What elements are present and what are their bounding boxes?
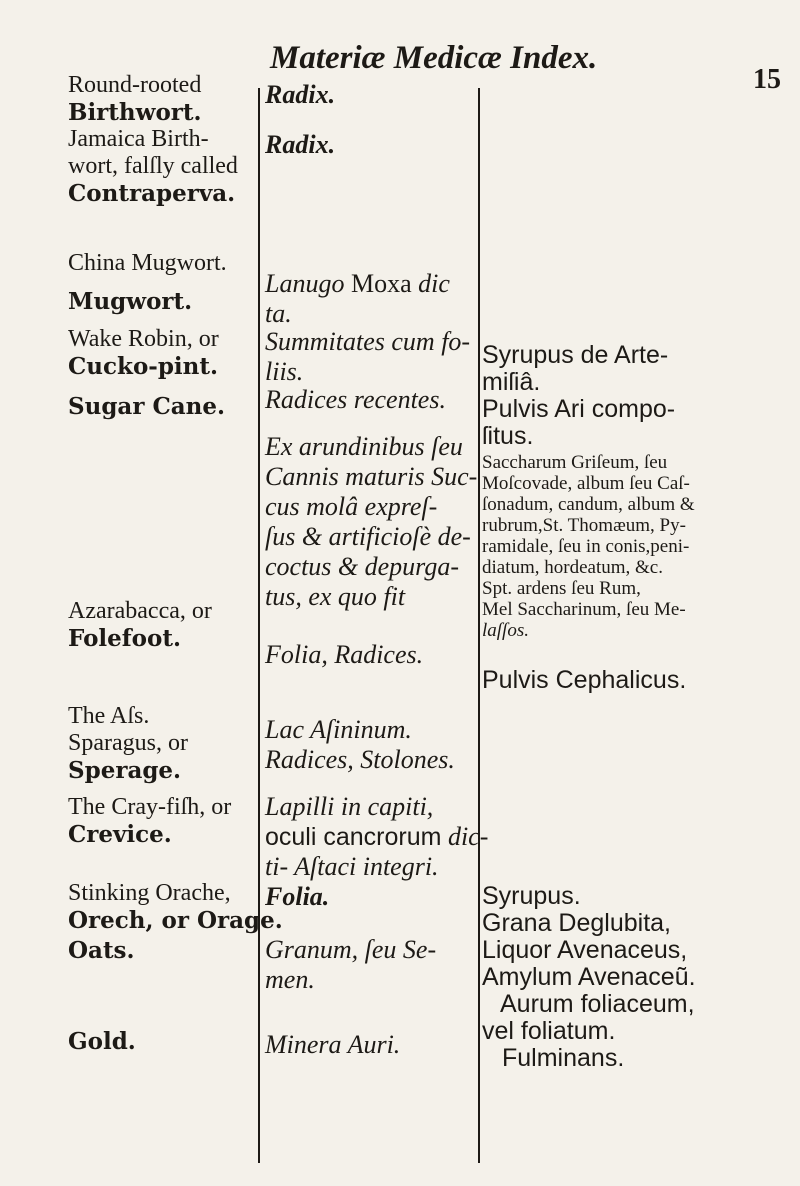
moxa-word: Moxa [344,269,419,298]
part-lanugo-cont: ta. [265,299,292,328]
part-radices-recentes: Radices recentes. [265,385,446,414]
prep-saccharum-9: laſſos. [482,620,529,641]
part-summitates-cont: liis. [265,357,304,386]
entry-crevice: Crevice. [68,821,172,848]
page-title: Materiæ Medicæ Index. [270,40,598,76]
entry-wake-robin: Wake Robin, or [68,326,219,352]
prep-pulvis-cephalicus: Pulvis Cephalicus. [482,666,687,694]
part-cannis: Cannis maturis Suc- [265,462,478,491]
part-lapilli: Lapilli in capiti, [265,792,434,821]
prep-artemisia-cont: miſiâ. [482,368,541,396]
part-folia: Folia. [265,882,330,911]
part-coctus: coctus & depurga- [265,552,459,581]
entry-the-ass: The Aſs. [68,703,150,729]
part-cus-mola: cus molâ expreſ- [265,492,438,521]
part-astaci: ti- Aſtaci integri. [265,852,439,881]
entry-sugar-cane: Sugar Cane. [68,393,226,420]
part-folia-radices: Folia, Radices. [265,640,424,669]
prep-fulminans: Fulminans. [502,1044,625,1072]
page-number: 15 [753,64,781,95]
prep-saccharum-2: Moſcovade, album ſeu Caſ- [482,473,690,494]
oculi-cancrorum: oculi cancrorum [265,823,442,851]
prep-syrupus: Syrupus. [482,882,581,910]
prep-liquor-avenaceus: Liquor Avenaceus, [482,936,688,964]
prep-saccharum-6: diatum, hordeatum, &c. [482,557,663,578]
entry-sparagus: Sparagus, or [68,730,188,756]
entry-oats: Oats. [68,937,135,964]
column-rule-right [478,88,480,1163]
dic-word: dic [418,269,450,298]
entry-cray-fish: The Cray-fiſh, or [68,794,232,820]
entry-gold: Gold. [68,1028,136,1055]
entry-round-rooted: Round-rooted [68,72,202,98]
prep-grana-deglubita: Grana Deglubita, [482,909,672,937]
part-minera-auri: Minera Auri. [265,1030,401,1059]
entry-birthwort: Birthwort. [68,99,202,126]
part-radix-1: Radix. [265,80,336,109]
prep-aurum-foliaceum: Aurum foliaceum, [500,990,695,1018]
column-rule-left [258,88,260,1163]
lanugo-word: Lanugo [265,269,345,298]
prep-saccharum-8: Mel Saccharinum, ſeu Me- [482,599,686,620]
part-radix-2: Radix. [265,130,336,159]
prep-vel-foliatum: vel foliatum. [482,1017,616,1045]
entry-jamaica: Jamaica Birth- [68,126,209,152]
entry-folefoot: Folefoot. [68,625,181,652]
entry-orech: Orech, or Orage. [68,907,283,934]
part-lanugo [265,269,450,299]
entry-wort: wort, falſly called [68,153,238,179]
part-granum: Granum, ſeu Se- [265,935,437,964]
prep-syrupus-artemisia: Syrupus de Arte- [482,341,669,369]
part-summitates: Summitates cum fo- [265,327,471,356]
prep-saccharum-7: Spt. ardens ſeu Rum, [482,578,641,599]
oculi-dic: dic- [441,822,489,851]
prep-pulvis-ari-cont: ſitus. [482,422,534,450]
prep-saccharum-3: ſonadum, candum, album & [482,494,695,515]
prep-saccharum-4: rubrum,St. Thomæum, Py- [482,515,686,536]
part-radices-stolones: Radices, Stolones. [265,745,455,774]
part-lac-asininum: Lac Aſininum. [265,715,412,744]
prep-saccharum-1: Saccharum Griſeum, ſeu [482,452,668,473]
entry-sperage: Sperage. [68,757,182,784]
prep-saccharum-5: ramidale, ſeu in conis,peni- [482,536,690,557]
prep-pulvis-ari: Pulvis Ari compo- [482,395,676,423]
entry-china-mugwort: China Mugwort. [68,250,227,276]
part-tus-ex-quo: tus, ex quo fit [265,582,406,611]
entry-contraperva: Contraperva. [68,180,236,207]
entry-stinking-orache: Stinking Orache, [68,880,231,906]
entry-mugwort: Mugwort. [68,288,193,315]
part-ex-arundinibus: Ex arundinibus ſeu [265,432,463,461]
entry-azarabacca: Azarabacca, or [68,598,212,624]
part-oculi [265,822,488,852]
entry-cucko-pint: Cucko-pint. [68,353,219,380]
prep-amylum-avenaceum: Amylum Avenaceũ. [482,963,696,991]
part-semen: men. [265,965,315,994]
part-sus-artificiose: ſus & artificioſè de- [265,522,471,551]
